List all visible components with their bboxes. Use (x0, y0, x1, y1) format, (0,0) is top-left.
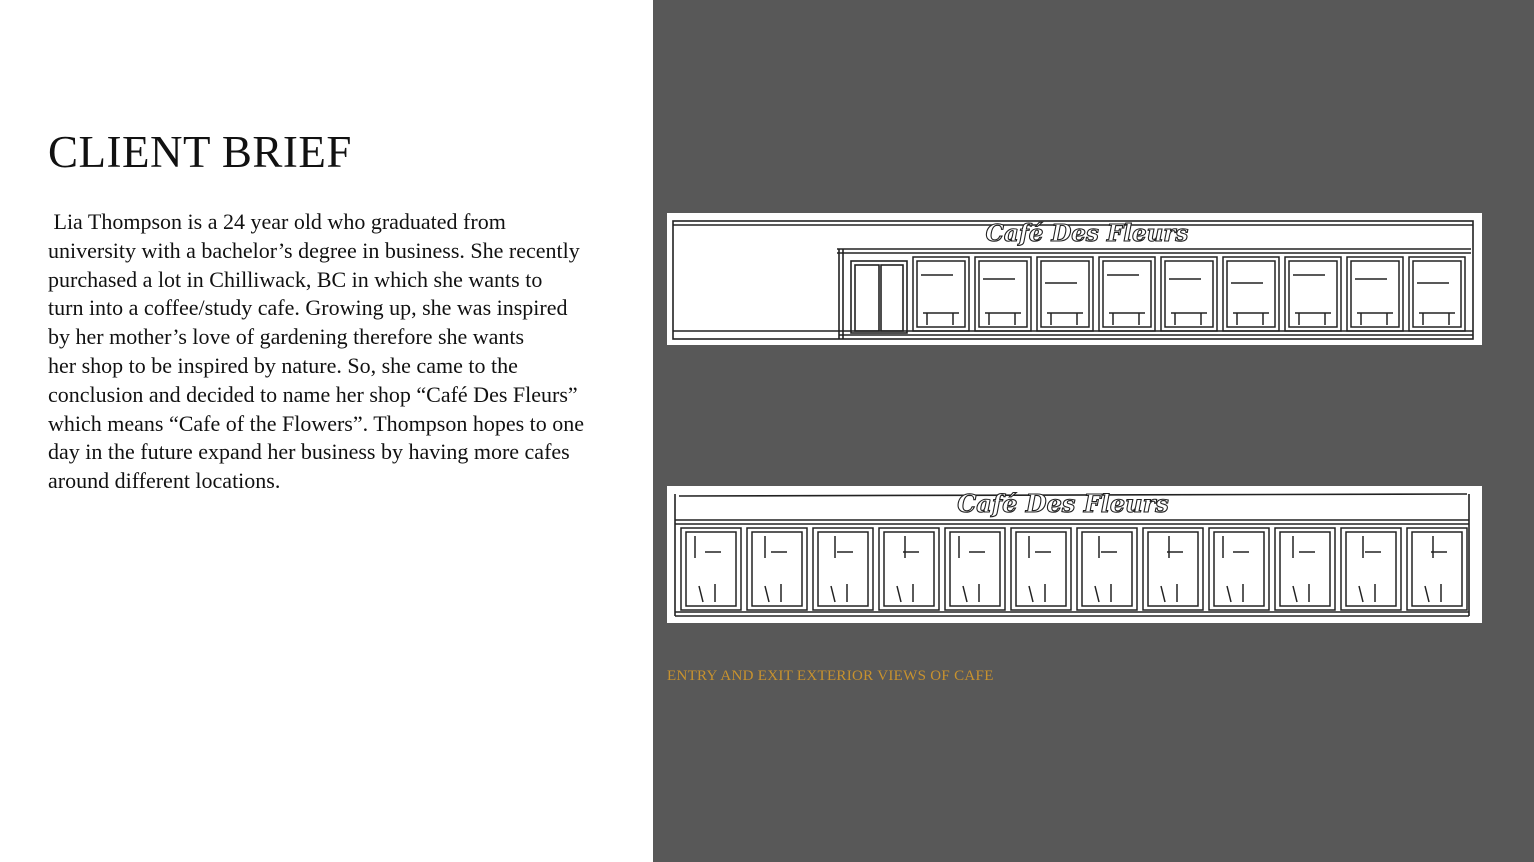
sketch-window-pane (1289, 261, 1337, 327)
brief-line: university with a bachelor’s degree in business. She recently (48, 237, 580, 263)
sketch-stroke (1425, 586, 1429, 602)
slide-title: CLIENT BRIEF (48, 127, 352, 177)
sketch-stroke (831, 586, 835, 602)
top-window-group (913, 257, 1465, 331)
sketch-window (1143, 528, 1203, 610)
sketch-window-pane (917, 261, 965, 327)
sketch-window (1409, 257, 1465, 331)
sketch-window-pane (884, 532, 934, 606)
sketch-window-pane (1082, 532, 1132, 606)
sketch-window-pane (1103, 261, 1151, 327)
sketch-window-pane (1148, 532, 1198, 606)
brief-line: turn into a coffee/study cafe. Growing up, she was inspired (48, 295, 568, 321)
brief-line: conclusion and decided to name her shop “Café Des Fleurs” (48, 381, 578, 407)
sketch-window-pane (1346, 532, 1396, 606)
sketch-window-pane (1227, 261, 1275, 327)
sketch-window (1407, 528, 1467, 610)
sketch-window (747, 528, 807, 610)
brief-line: her shop to be inspired by nature. So, she came to the (48, 352, 518, 378)
brief-line: by her mother’s love of gardening therefore she wants (48, 324, 525, 350)
sketch-window-pane (1041, 261, 1089, 327)
sketch-window (681, 528, 741, 610)
sketch-window (1275, 528, 1335, 610)
sketch-window-pane (979, 261, 1027, 327)
sketch-caption: ENTRY AND EXIT EXTERIOR VIEWS OF CAFE (667, 668, 994, 684)
sketch-window-pane (1413, 261, 1461, 327)
sketch-window (1161, 257, 1217, 331)
sketch-window (945, 528, 1005, 610)
entry-sketch-drawing (667, 213, 1482, 345)
sketch-stroke (897, 586, 901, 602)
bottom-window-group (681, 528, 1467, 610)
exit-sketch-drawing (667, 486, 1482, 623)
sketch-window (1347, 257, 1403, 331)
sketch-window-pane (1016, 532, 1066, 606)
sketch-window-pane (1214, 532, 1264, 606)
right-pane (653, 0, 1534, 862)
sketch-window (1341, 528, 1401, 610)
sketch-window (1077, 528, 1137, 610)
sketch-window-pane (950, 532, 1000, 606)
sketch-window-pane (1351, 261, 1399, 327)
sketch-stroke (1293, 586, 1297, 602)
sketch-window-pane (1165, 261, 1213, 327)
top-sign-text: Café Des Fleurs (985, 220, 1189, 247)
sketch-window (813, 528, 873, 610)
sketch-window (1011, 528, 1071, 610)
sketch-window (913, 257, 969, 331)
sketch-stroke (1095, 586, 1099, 602)
brief-line: which means “Cafe of the Flowers”. Thompson hopes to one (48, 410, 585, 436)
sketch-window-pane (1412, 532, 1462, 606)
client-brief-text (48, 208, 618, 496)
sketch-stroke (699, 586, 703, 602)
sketch-window (1209, 528, 1269, 610)
sketch-stroke (1359, 586, 1363, 602)
sketch-window-pane (752, 532, 802, 606)
brief-line: day in the future expand her business by having more cafes (48, 439, 570, 465)
sketch-window (1099, 257, 1155, 331)
sketch-window (1037, 257, 1093, 331)
sketch-window (879, 528, 939, 610)
brief-line: around different locations. (48, 468, 281, 494)
sketch-stroke (963, 586, 967, 602)
sketch-stroke (765, 586, 769, 602)
sketch-stroke (1161, 586, 1165, 602)
sketch-window-pane (686, 532, 736, 606)
entry-exterior-sketch (667, 213, 1482, 345)
sketch-window (1223, 257, 1279, 331)
brief-line: purchased a lot in Chilliwack, BC in which she wants to (48, 266, 543, 292)
sketch-window-pane (818, 532, 868, 606)
sketch-window (1285, 257, 1341, 331)
sketch-window (975, 257, 1031, 331)
bottom-sign-text: Café Des Fleurs (957, 489, 1169, 518)
sketch-stroke (1227, 586, 1231, 602)
sketch-window-pane (1280, 532, 1330, 606)
sketch-stroke (1029, 586, 1033, 602)
brief-line: Lia Thompson is a 24 year old who graduated from (48, 209, 506, 234)
exit-exterior-sketch (667, 486, 1482, 623)
